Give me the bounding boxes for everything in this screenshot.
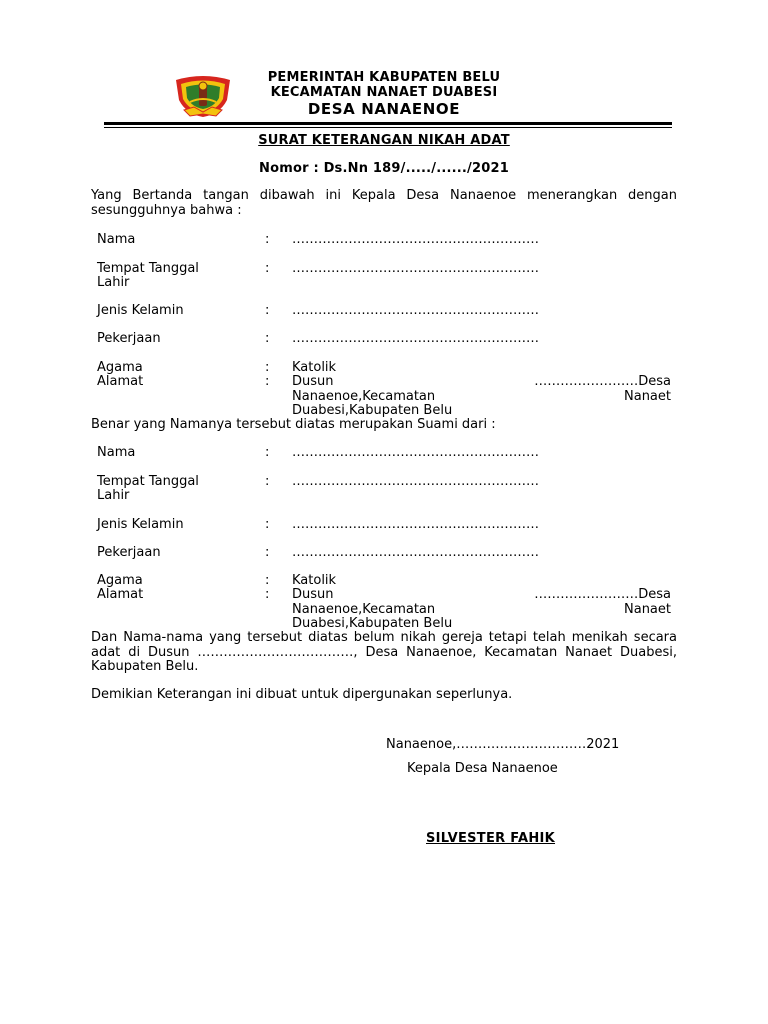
p2-jk-label: Jenis Kelamin	[97, 517, 184, 532]
letterhead-rule-thick	[104, 122, 672, 125]
p2-alamat-colon: :	[265, 587, 270, 602]
p2-ttl-label-1: Tempat Tanggal	[97, 474, 199, 489]
p2-nama-value: …………………………………………………	[292, 445, 539, 460]
p1-alamat-r3: Duabesi,Kabupaten Belu	[292, 403, 453, 418]
p2-ttl-colon: :	[265, 474, 270, 489]
p1-alamat-r1-right: ……………………Desa	[534, 374, 671, 389]
p1-agama-colon: :	[265, 360, 270, 375]
p2-alamat-r2-right: Nanaet	[624, 601, 671, 617]
p1-jk-label: Jenis Kelamin	[97, 303, 184, 318]
intro-paragraph: Yang Bertanda tangan dibawah ini Kepala Desa Nanaenoe menerangkan dengan sesungguhnya bahwa :	[91, 188, 677, 218]
p2-pekerjaan-value: …………………………………………………	[292, 545, 539, 560]
p1-alamat-value	[292, 375, 671, 419]
statement-paragraph: Dan Nama-nama yang tersebut diatas belum nikah gereja tetapi telah menikah secara adat di Dusun ………………………………, Desa Nanaenoe, Kecamatan Nanaet Duabesi, Kabupaten Belu.	[91, 630, 677, 674]
document-number: Nomor : Ds.Nn 189/...../....../2021	[259, 161, 509, 176]
letterhead-line-1: PEMERINTAH KABUPATEN BELU	[267, 70, 501, 85]
p2-agama-colon: :	[265, 573, 270, 588]
p1-alamat-r2-right: Nanaet	[624, 388, 671, 404]
p1-nama-label: Nama	[97, 232, 136, 247]
letterhead-rule-thin	[104, 127, 672, 128]
p1-ttl-label-2: Lahir	[97, 275, 130, 290]
p2-pekerjaan-label: Pekerjaan	[97, 545, 161, 560]
p1-nama-colon: :	[265, 232, 270, 247]
p1-pekerjaan-value: …………………………………………………	[292, 331, 539, 346]
p2-alamat-value	[292, 588, 671, 632]
p1-alamat-colon: :	[265, 374, 270, 389]
p1-nama-value: …………………………………………………	[292, 232, 539, 247]
p1-pekerjaan-label: Pekerjaan	[97, 331, 161, 346]
p1-agama-label: Agama	[97, 360, 143, 375]
p2-agama-value: Katolik	[292, 573, 337, 588]
p2-ttl-label-2: Lahir	[97, 488, 130, 503]
p1-alamat-r2-left: Nanaenoe,Kecamatan	[292, 388, 436, 404]
p2-alamat-r2-left: Nanaenoe,Kecamatan	[292, 601, 436, 617]
p1-jk-value: …………………………………………………	[292, 303, 539, 318]
p1-alamat-r1-left: Dusun	[292, 374, 334, 389]
p2-ttl-value: …………………………………………………	[292, 474, 539, 489]
signature-name: SILVESTER FAHIK	[426, 831, 556, 846]
p1-agama-value: Katolik	[292, 360, 337, 375]
p2-alamat-r1-left: Dusun	[292, 587, 334, 602]
middle-paragraph: Benar yang Namanya tersebut diatas merupakan Suami dari :	[91, 417, 496, 432]
p2-nama-colon: :	[265, 445, 270, 460]
p2-jk-value: …………………………………………………	[292, 517, 539, 532]
p2-jk-colon: :	[265, 517, 270, 532]
p2-alamat-r1-right: ……………………Desa	[534, 587, 671, 602]
closing-paragraph: Demikian Keterangan ini dibuat untuk dipergunakan seperlunya.	[91, 687, 513, 702]
letterhead	[234, 70, 534, 118]
letterhead-line-2: KECAMATAN NANAET DUABESI	[270, 85, 498, 100]
regency-crest-icon	[172, 74, 234, 118]
p1-pekerjaan-colon: :	[265, 331, 270, 346]
p1-ttl-value: …………………………………………………	[292, 261, 539, 276]
p1-alamat-label: Alamat	[97, 374, 144, 389]
p2-alamat-r3: Duabesi,Kabupaten Belu	[292, 616, 453, 631]
p2-agama-label: Agama	[97, 573, 143, 588]
signature-position: Kepala Desa Nanaenoe	[407, 761, 558, 776]
p1-ttl-label-1: Tempat Tanggal	[97, 261, 199, 276]
signature-place-date: Nanaenoe,…………………………2021	[386, 737, 620, 752]
p1-jk-colon: :	[265, 303, 270, 318]
p2-nama-label: Nama	[97, 445, 136, 460]
document-title: SURAT KETERANGAN NIKAH ADAT	[258, 133, 510, 148]
p1-ttl-colon: :	[265, 261, 270, 276]
p2-alamat-label: Alamat	[97, 587, 144, 602]
letterhead-line-3: DESA NANAENOE	[307, 100, 461, 118]
p2-pekerjaan-colon: :	[265, 545, 270, 560]
